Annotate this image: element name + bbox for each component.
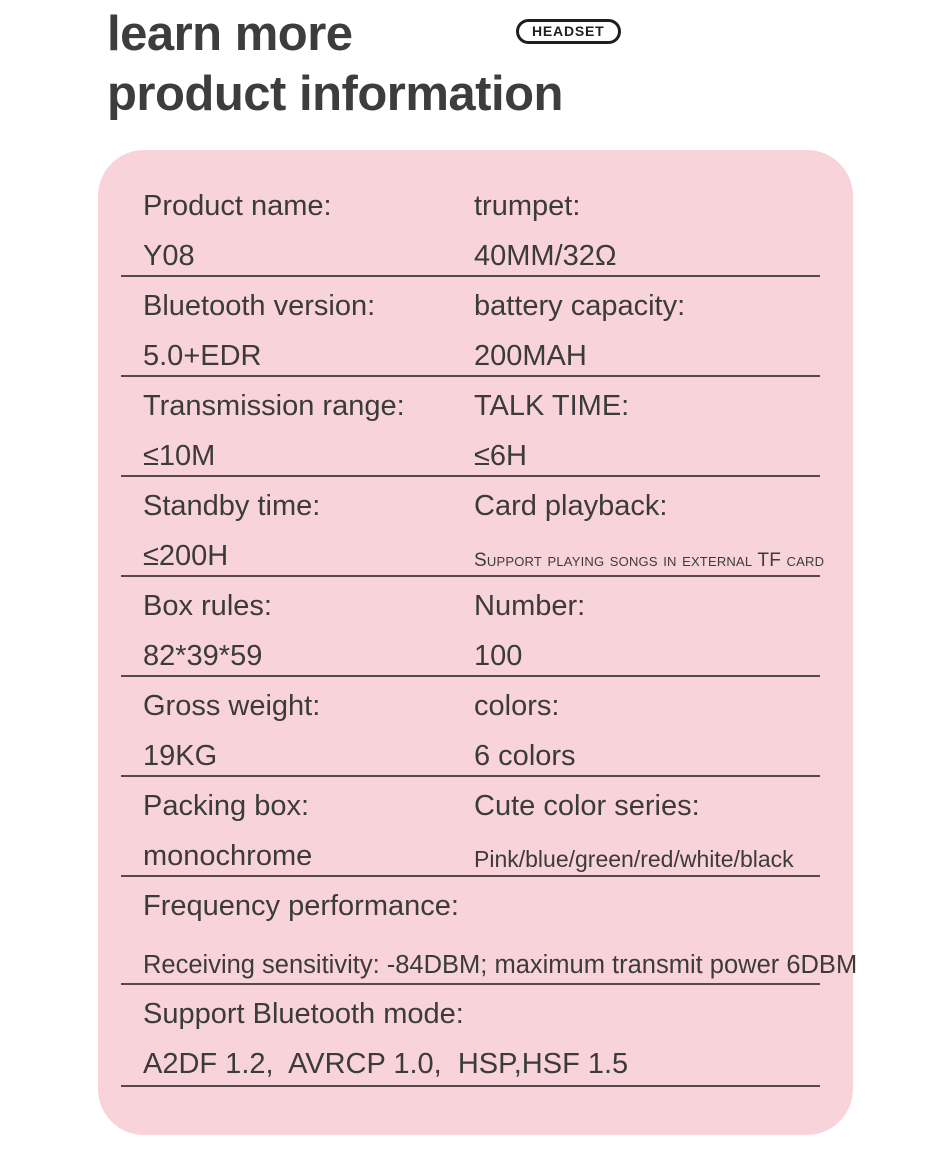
spec-cell (143, 191, 474, 275)
spec-row-packing-box (121, 777, 820, 877)
spec-value: 6 colors (474, 740, 576, 772)
spec-label: Card playback: (474, 490, 668, 522)
spec-cell (143, 591, 474, 675)
spec-cell (143, 291, 474, 375)
spec-value: 200MAH (474, 340, 587, 372)
spec-row-product (121, 177, 820, 277)
spec-label: TALK TIME: (474, 390, 630, 422)
spec-cell (474, 191, 820, 275)
spec-row-bluetooth-mode (121, 985, 820, 1087)
spec-value: ≤6H (474, 440, 527, 472)
spec-row-frequency-performance (121, 877, 858, 985)
spec-label: Number: (474, 590, 586, 622)
spec-cell (474, 691, 820, 775)
spec-cell (474, 591, 820, 675)
spec-cell (143, 691, 474, 775)
spec-cell (474, 391, 820, 475)
spec-label: Frequency performance: (143, 890, 459, 922)
page-title-line2: product information (107, 67, 563, 121)
spec-row-transmission-range (121, 377, 820, 477)
spec-label: Standby time: (143, 490, 321, 522)
spec-cell (143, 791, 474, 875)
spec-label: Support Bluetooth mode: (143, 998, 464, 1030)
headset-badge: HEADSET (516, 19, 621, 44)
spec-label: Box rules: (143, 590, 272, 622)
spec-value: ≤10M (143, 440, 216, 472)
spec-row-bluetooth-version (121, 277, 820, 377)
spec-value: 40MM/32Ω (474, 240, 617, 272)
spec-label: Gross weight: (143, 690, 321, 722)
spec-label: colors: (474, 690, 560, 722)
spec-value: ≤200H (143, 540, 229, 572)
spec-cell (143, 391, 474, 475)
spec-row-box-rules (121, 577, 820, 677)
spec-panel (98, 150, 858, 1135)
spec-value: Receiving sensitivity: -84DBM; maximum transmit power 6DBM (143, 951, 858, 979)
spec-value: Support playing songs in external TF card (474, 550, 825, 571)
spec-cell (474, 791, 820, 875)
spec-label: Bluetooth version: (143, 290, 376, 322)
spec-row-gross-weight (121, 677, 820, 777)
spec-value: Y08 (143, 240, 195, 272)
spec-value: Pink/blue/green/red/white/black (474, 846, 794, 872)
spec-label: Product name: (143, 190, 332, 222)
spec-label: battery capacity: (474, 290, 686, 322)
spec-label: trumpet: (474, 190, 581, 222)
spec-value: 5.0+EDR (143, 340, 262, 372)
spec-label: Packing box: (143, 790, 310, 822)
spec-cell (474, 491, 824, 575)
spec-value: monochrome (143, 840, 313, 872)
spec-cell (474, 291, 820, 375)
spec-label: Cute color series: (474, 790, 700, 822)
spec-value: 82*39*59 (143, 640, 263, 672)
spec-value: 19KG (143, 740, 218, 772)
spec-label: Transmission range: (143, 390, 405, 422)
page-header (107, 4, 563, 124)
spec-cell (143, 491, 474, 575)
page-title-line1: learn more (107, 7, 353, 61)
spec-value: A2DF 1.2, AVRCP 1.0, HSP,HSF 1.5 (143, 1048, 629, 1080)
spec-row-standby-time (121, 477, 825, 577)
spec-value: 100 (474, 640, 523, 672)
